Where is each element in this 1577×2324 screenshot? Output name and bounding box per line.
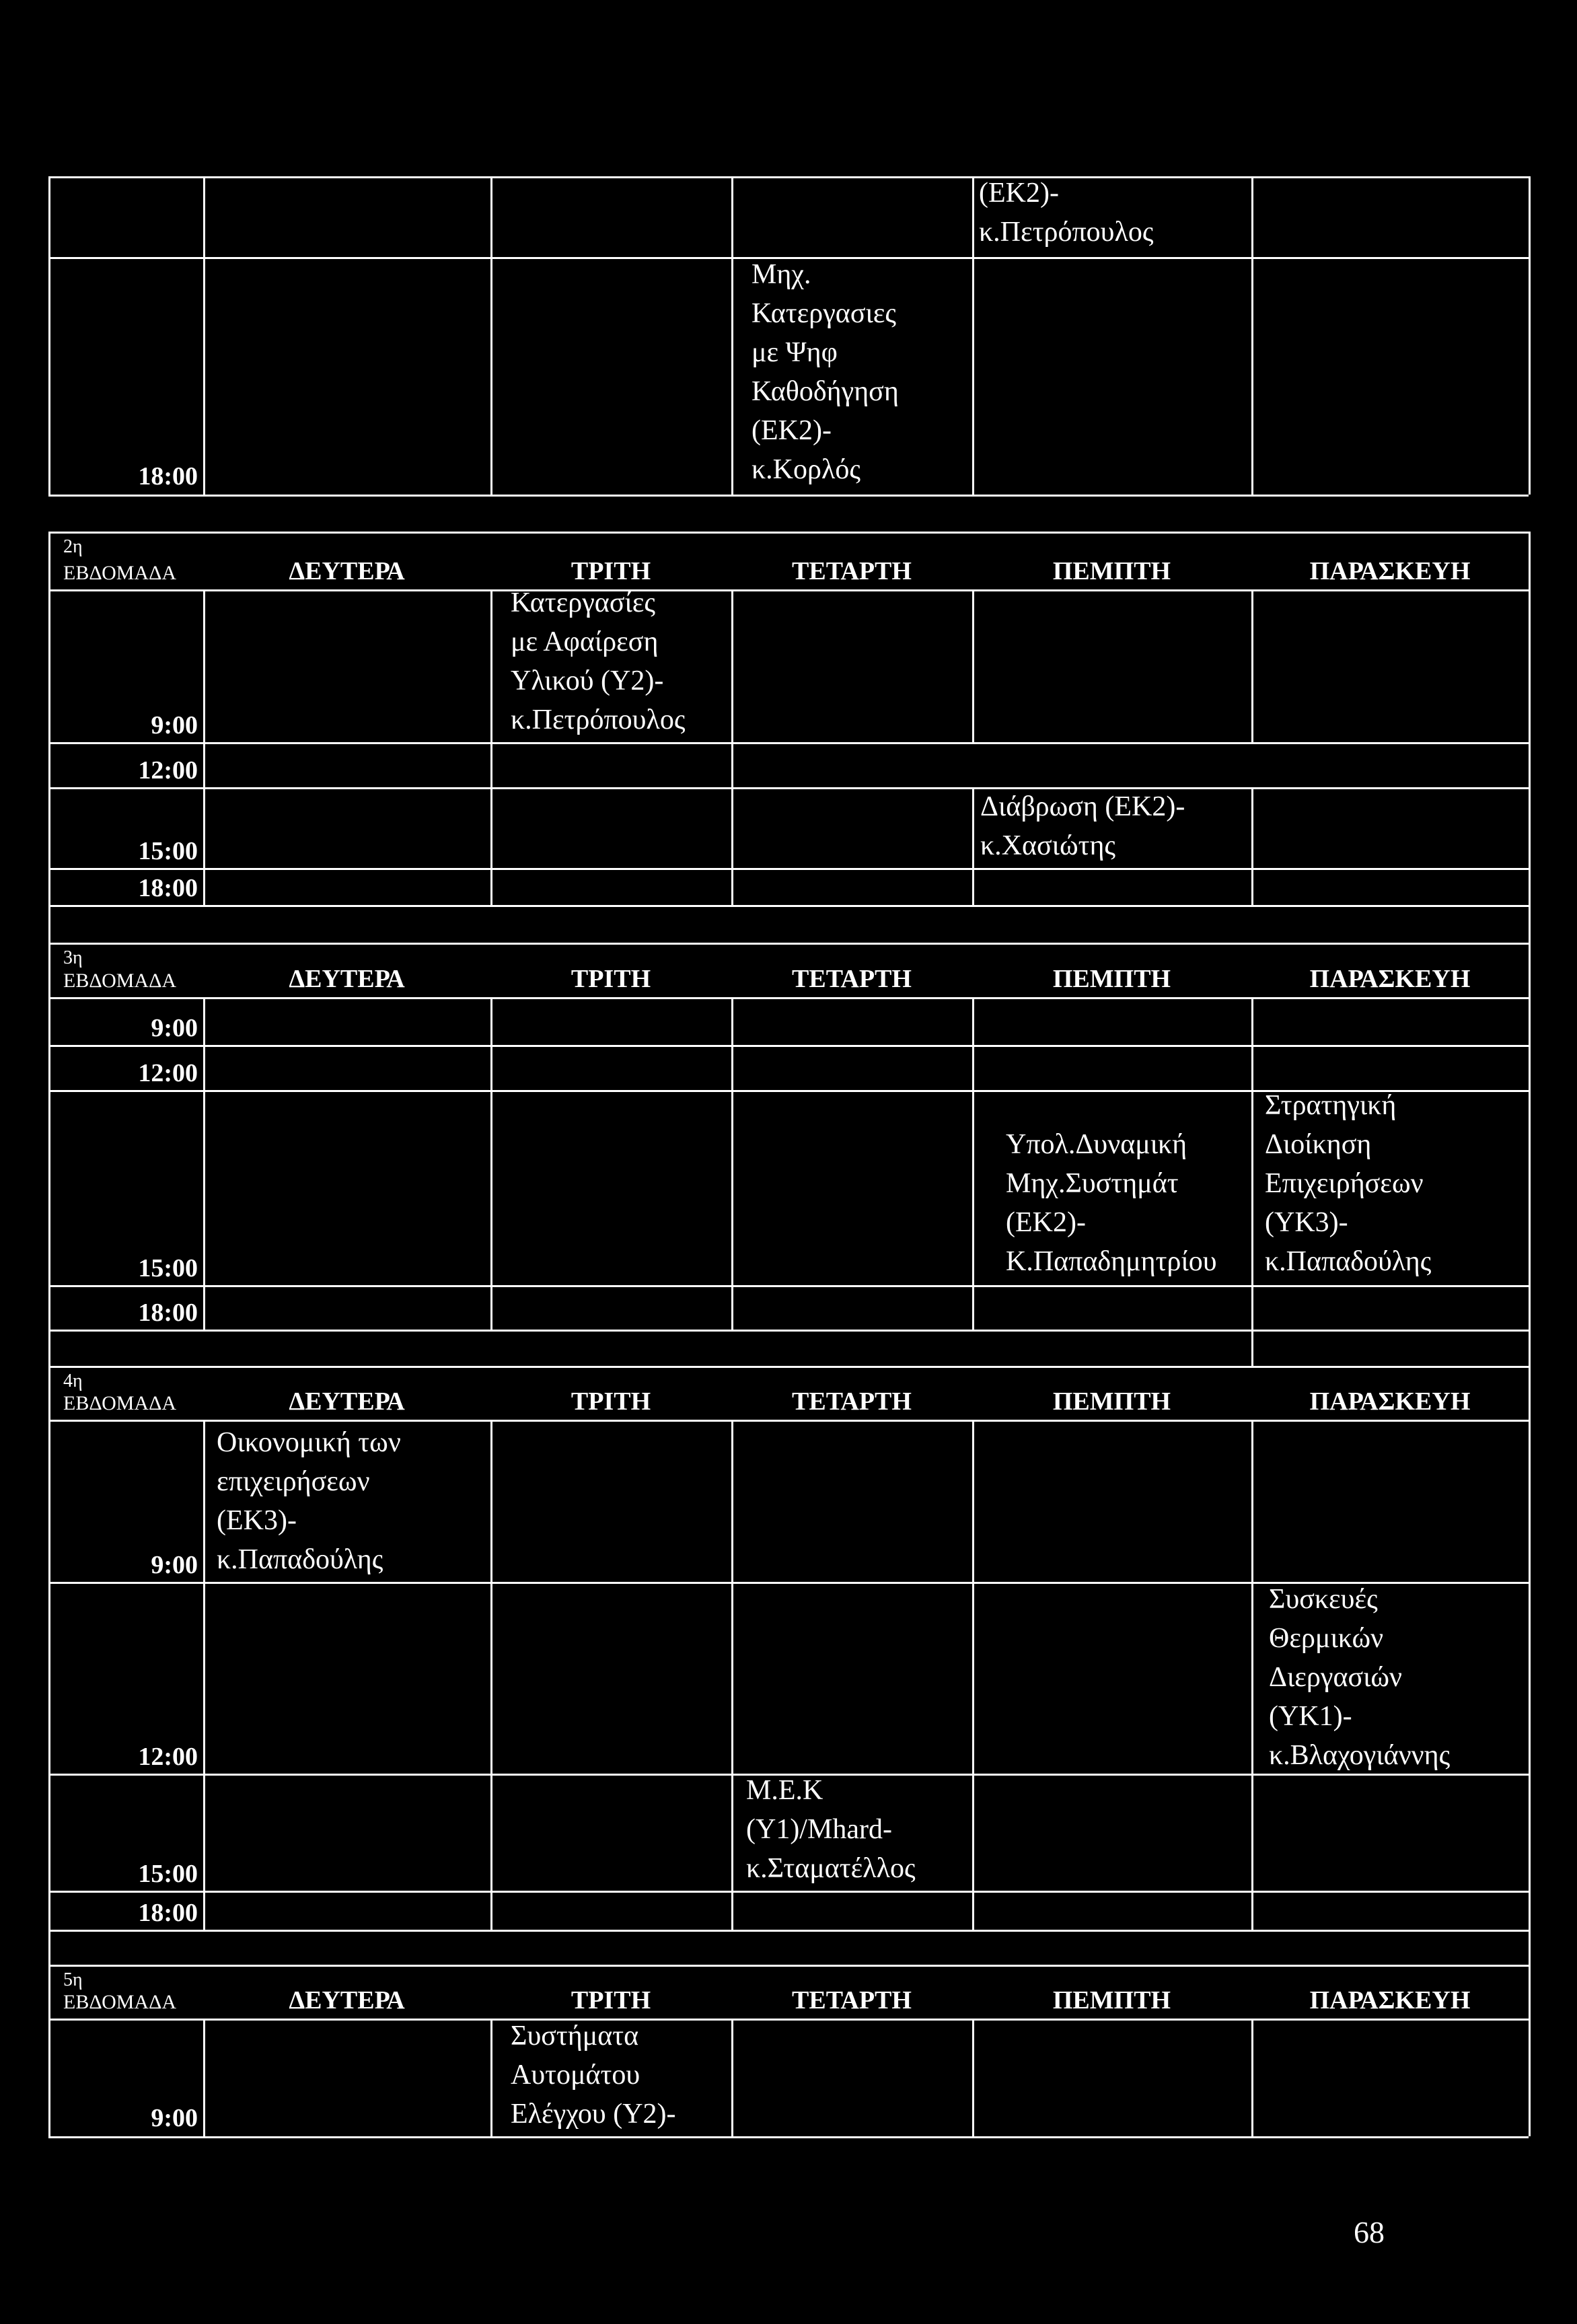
grid-line [48,532,1529,534]
week2-number: 2η [63,536,83,557]
grid-line [48,176,1529,178]
week3-time-1200: 12:00 [138,1059,198,1087]
grid-line [972,1891,974,1930]
grid-line [1529,742,1531,787]
week2-course-tue-9-line: κ.Πετρόπουλος [511,704,686,735]
week4-time-1500: 15:00 [138,1860,198,1888]
grid-line [203,787,205,905]
grid-line [731,1891,733,1930]
week1-course-wed-18-line: κ.Κορλός [751,454,860,485]
grid-line [972,787,974,905]
week5-course-tue-9-line: Συστήματα [511,2021,639,2051]
week2-course-thu-15-line: Διάβρωση (ΕΚ2)- [980,791,1185,822]
week3-course-thu-15-line: Υπολ.Δυναμική [1006,1129,1187,1160]
page-number: 68 [1354,2215,1385,2249]
grid-line [731,742,733,787]
day-header-friday: ΠΑΡΑΣΚΕΥΗ [1309,965,1471,993]
week4-course-fri-12-line: Θερμικών [1269,1623,1384,1654]
grid-line [1529,997,1531,1330]
week3-course-fri-15-line: Επιχειρήσεων [1265,1168,1424,1199]
week2-course-tue-9-line: με Αφαίρεση [511,626,659,657]
grid-line [48,787,1529,789]
day-header-friday: ΠΑΡΑΣΚΕΥΗ [1309,1387,1471,1416]
grid-line [48,868,1529,870]
week1-course-wed-18-line: με Ψηφ [751,337,838,368]
grid-line [972,2019,974,2136]
grid-line [1251,2019,1253,2136]
week3-course-fri-15-line: Στρατηγική [1265,1090,1397,1121]
grid-line [48,1930,1529,1932]
grid-line [1251,176,1253,495]
grid-line [972,176,974,495]
grid-line [48,1285,1529,1287]
grid-line [731,787,733,905]
day-header-friday: ΠΑΡΑΣΚΕΥΗ [1309,1986,1471,2014]
day-header-tuesday: ΤΡΙΤΗ [571,1387,651,1416]
week4-course-wed-15-line: (Υ1)/Mhard- [746,1814,892,1845]
grid-line [731,997,733,1330]
day-header-tuesday: ΤΡΙΤΗ [571,965,651,993]
grid-line [48,1366,1529,1368]
week4-course-mon-9-line: (ΕΚ3)- [217,1505,297,1536]
day-header-thursday: ΠΕΜΠΤΗ [1052,557,1171,585]
grid-line [48,1420,1529,1422]
grid-line [48,1045,1529,1047]
grid-line [48,1965,50,2019]
day-header-friday: ΠΑΡΑΣΚΕΥΗ [1309,557,1471,585]
week3-course-fri-15-line: κ.Παπαδούλης [1265,1246,1432,1277]
week2-time-1200: 12:00 [138,756,198,785]
grid-line [203,997,205,1330]
grid-line [48,943,50,997]
day-header-thursday: ΠΕΜΠΤΗ [1052,965,1171,993]
grid-line [972,1420,974,1582]
week4-course-mon-9-line: επιχειρήσεων [217,1466,370,1497]
week1-course-wed-18-line: (ΕΚ2)- [751,415,832,446]
week1-course-wed-18-line: Μηχ. [751,259,811,290]
grid-line [48,905,50,943]
grid-line [972,589,974,742]
week3-label: ΕΒΔΟΜΑΔΑ [63,970,177,992]
week2-course-tue-9-line: Κατεργασίες [511,587,656,618]
week4-course-mon-9-line: Οικονομική των [217,1427,401,1458]
grid-line [972,1774,974,1891]
grid-line [48,1366,50,1420]
grid-line [972,997,974,1330]
week5-number: 5η [63,1969,83,1990]
day-header-monday: ΔΕΥΤΕΡΑ [289,557,405,585]
week1-course-top-line: (ΕΚ2)- [979,178,1059,209]
grid-line [490,176,492,495]
day-header-wednesday: ΤΕΤΑΡΤΗ [792,1387,912,1416]
grid-line [203,589,205,742]
week3-course-fri-15-line: Διοίκηση [1265,1129,1372,1160]
grid-line [731,589,733,742]
day-header-wednesday: ΤΕΤΑΡΤΗ [792,1986,912,2014]
grid-line [1529,1582,1531,1774]
grid-line [1529,1330,1531,1366]
grid-line [490,589,492,742]
grid-line [1251,1774,1253,1891]
week4-course-mon-9-line: κ.Παπαδούλης [217,1544,383,1575]
grid-line [490,1420,492,1582]
grid-line [48,1330,1529,1332]
grid-line [203,742,205,787]
week3-number: 3η [63,947,83,968]
grid-line [48,532,50,589]
grid-line [490,997,492,1330]
week2-time-1500: 15:00 [138,837,198,865]
grid-line [1251,589,1253,742]
week1-course-top-line: κ.Πετρόπουλος [979,217,1154,248]
week3-course-fri-15-line: (ΥΚ3)- [1265,1207,1348,1238]
grid-line [1251,1330,1253,1366]
week5-course-tue-9-line: Ελέγχου (Υ2)- [511,2099,676,2130]
grid-line [1529,589,1531,742]
grid-line [1529,1965,1531,2019]
grid-line [731,176,733,495]
grid-line [48,589,1529,591]
grid-line [1529,905,1531,943]
week3-time-1500: 15:00 [138,1254,198,1282]
grid-line [48,1965,1529,1967]
week2-label: ΕΒΔΟΜΑΔΑ [63,562,177,584]
week4-course-fri-12-line: Διεργασιών [1269,1662,1403,1693]
grid-line [490,1891,492,1930]
grid-line [490,2019,492,2136]
grid-line [48,1930,50,1965]
grid-line [731,2019,733,2136]
week1-course-wed-18-line: Καθοδήγηση [751,376,899,407]
week4-course-wed-15-line: Μ.Ε.Κ [746,1775,823,1806]
grid-line [490,1774,492,1891]
week5-time-900: 9:00 [151,2104,198,2132]
grid-line [1251,997,1253,1330]
week2-time-1800: 18:00 [138,874,198,902]
week5-label: ΕΒΔΟΜΑΔΑ [63,1991,177,2013]
day-header-tuesday: ΤΡΙΤΗ [571,557,651,585]
day-header-wednesday: ΤΕΤΑΡΤΗ [792,965,912,993]
week3-course-thu-15-line: Κ.Παπαδημητρίου [1006,1246,1217,1277]
day-header-monday: ΔΕΥΤΕΡΑ [289,965,405,993]
week2-course-tue-9-line: Υλικού (Υ2)- [511,665,664,696]
grid-line [48,1330,50,1366]
grid-line [731,1774,733,1891]
grid-line [48,2136,1529,2138]
week4-course-fri-12-line: κ.Βλαχογιάννης [1269,1740,1451,1771]
grid-line [203,2019,205,2136]
week3-time-900: 9:00 [151,1014,198,1042]
day-header-monday: ΔΕΥΤΕΡΑ [289,1387,405,1416]
grid-line [1251,1891,1253,1930]
grid-line [48,1891,1529,1893]
week3-course-thu-15-line: Μηχ.Συστημάτ [1006,1168,1179,1199]
day-header-thursday: ΠΕΜΠΤΗ [1052,1986,1171,2014]
grid-line [1251,787,1253,905]
grid-line [1529,1891,1531,1930]
grid-line [48,2019,1529,2021]
grid-line [48,742,1529,744]
grid-line [48,905,1529,907]
week5-course-tue-9-line: Αυτομάτου [511,2060,640,2091]
week4-time-1800: 18:00 [138,1899,198,1927]
grid-line [1529,787,1531,905]
grid-line [1251,1582,1253,1774]
grid-line [1529,943,1531,997]
grid-line [490,787,492,905]
grid-line [490,1582,492,1774]
week4-time-900: 9:00 [151,1551,198,1579]
grid-line [490,742,492,787]
grid-line [1529,176,1531,495]
week4-number: 4η [63,1371,83,1391]
grid-line [203,1774,205,1891]
grid-line [48,176,50,495]
week1-course-wed-18-line: Κατεργασιες [751,298,897,329]
grid-line [1529,1774,1531,1891]
grid-line [731,1420,733,1582]
grid-line [1529,1420,1531,1582]
grid-line [48,943,1529,945]
grid-line [203,1420,205,1582]
week4-label: ΕΒΔΟΜΑΔΑ [63,1392,177,1414]
grid-line [48,997,1529,999]
day-header-tuesday: ΤΡΙΤΗ [571,1986,651,2014]
grid-line [1529,1366,1531,1420]
week3-time-1800: 18:00 [138,1299,198,1327]
grid-line [203,1891,205,1930]
grid-line [731,1582,733,1774]
day-header-wednesday: ΤΕΤΑΡΤΗ [792,557,912,585]
day-header-thursday: ΠΕΜΠΤΗ [1052,1387,1171,1416]
day-header-monday: ΔΕΥΤΕΡΑ [289,1986,405,2014]
week2-course-thu-15-line: κ.Χασιώτης [980,830,1116,861]
grid-line [1529,1930,1531,1965]
week3-course-thu-15-line: (ΕΚ2)- [1006,1207,1086,1238]
grid-line [972,1582,974,1774]
grid-line [48,495,1529,497]
grid-line [1529,532,1531,589]
week4-time-1200: 12:00 [138,1743,198,1771]
week4-course-wed-15-line: κ.Σταματέλλος [746,1853,916,1884]
grid-line [1529,2019,1531,2136]
grid-line [203,1582,205,1774]
week4-course-fri-12-line: (ΥΚ1)- [1269,1701,1352,1732]
week4-course-fri-12-line: Συσκευές [1269,1584,1378,1615]
week2-time-900: 9:00 [151,711,198,739]
grid-line [1251,1420,1253,1582]
week1-time-18: 18:00 [138,462,198,491]
grid-line [203,176,205,495]
